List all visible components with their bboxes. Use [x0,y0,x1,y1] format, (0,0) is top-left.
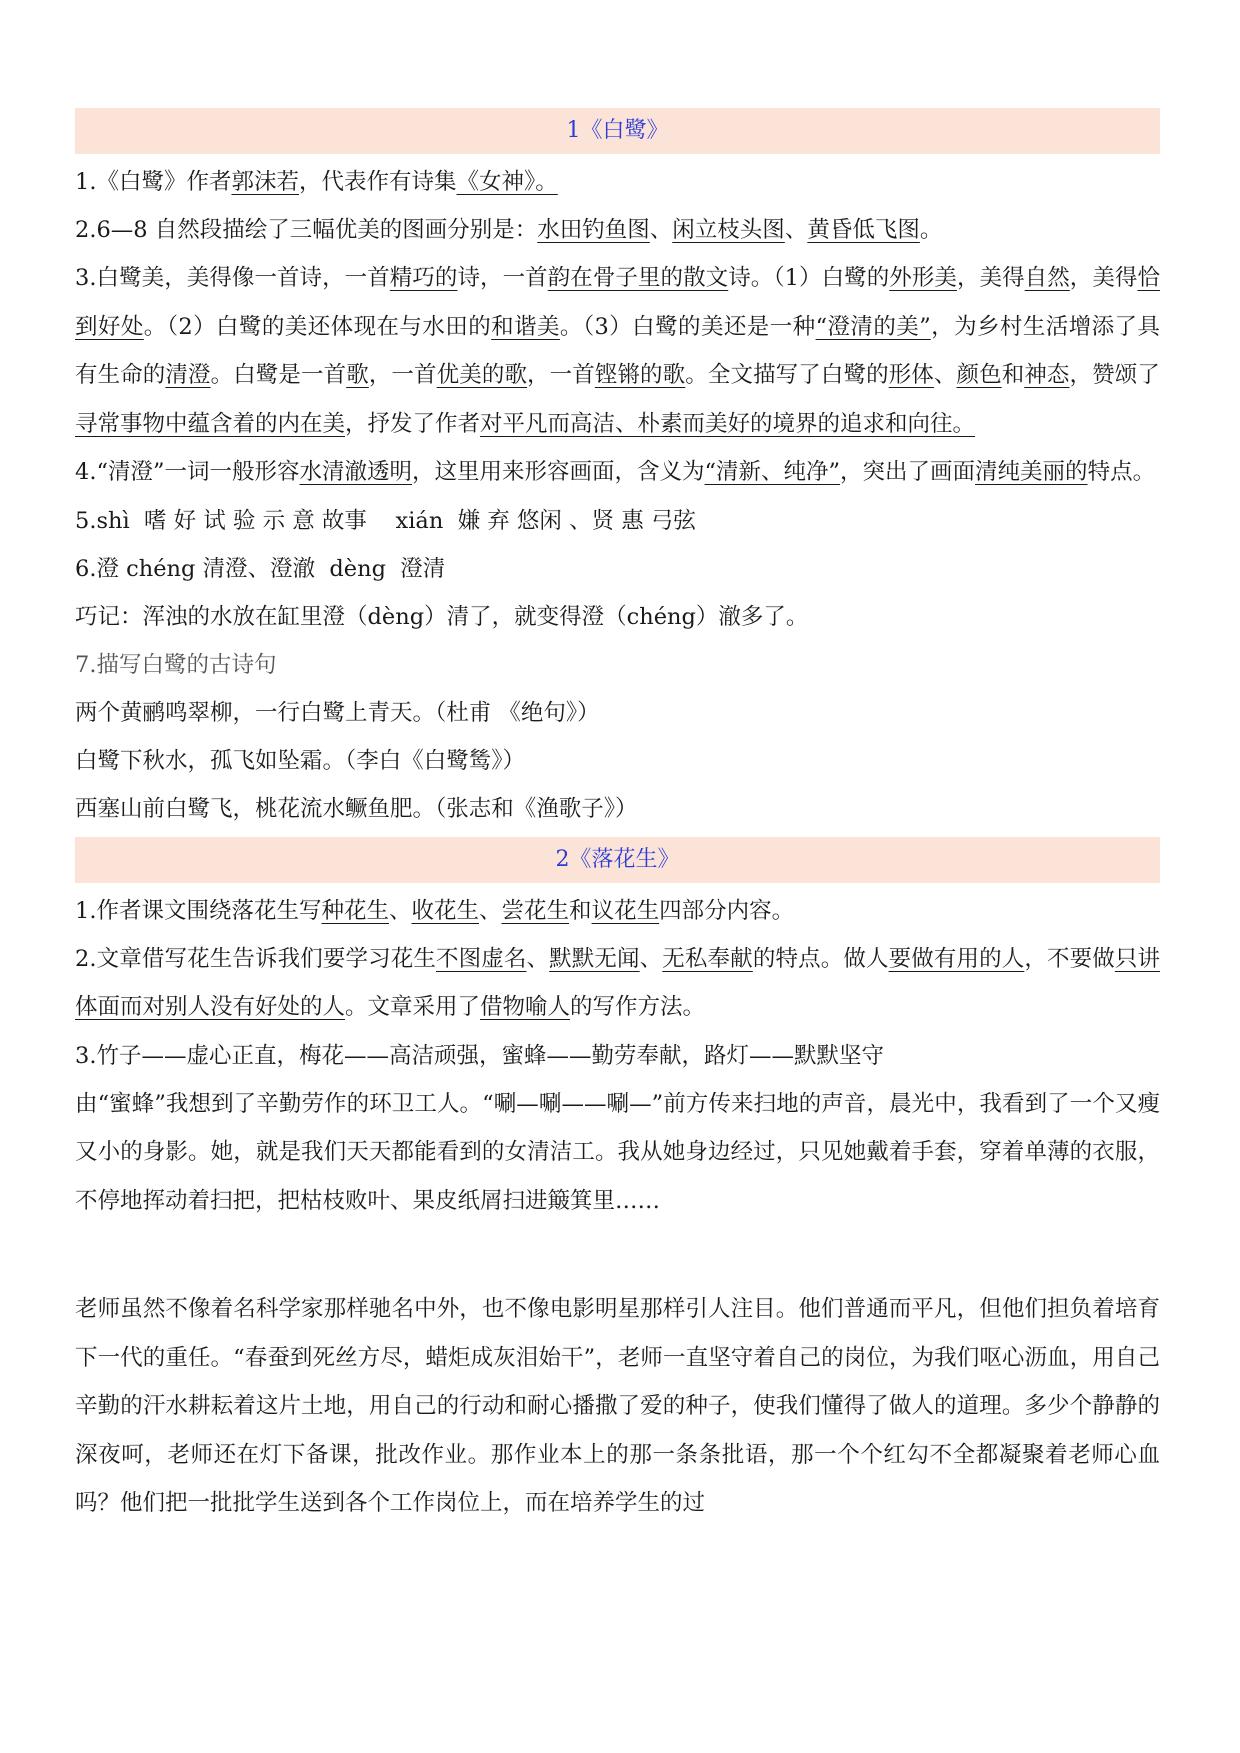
text-segment: 、 [639,945,663,972]
luohuasheng-item-3: 3.竹子——虚心正直，梅花——高洁顽强，蜜蜂——勤劳奉献，路灯——默默坚守 [75,1042,884,1069]
text-segment: ，美得 [956,265,1025,291]
bailu-item-5-pinyin: 5.shì 嗜 好 试 验 示 意 故事 xián 嫌 弃 悠闲 、贤 惠 弓弦 [75,507,696,534]
text-segment: 。白鹭是一首 [210,362,347,388]
text-segment: 。（3）白鹭的美还是一种 [559,313,816,340]
text-segment: ，不要做 [1024,945,1115,972]
text-segment: 、 [388,897,412,924]
underlined-answer: 清纯美丽的 [975,459,1088,485]
text-segment: 。文章采用了 [345,994,481,1020]
underlined-answer: 和谐美 [491,313,560,340]
underlined-answer: 精巧的 [389,265,458,291]
underlined-answer: 尝花生 [501,897,570,924]
text-segment: 诗，一首 [457,265,548,291]
section-header-bailu: 1《白鹭》 [75,108,1160,154]
underlined-answer: 借物喻人 [480,994,571,1020]
underlined-answer: 种花生 [321,897,389,924]
underlined-answer: 对平凡而高洁、朴素而美好的境界的追求和向往。 [480,410,976,437]
text-segment: 和 [1001,362,1025,388]
text-segment: 、 [479,897,502,924]
underlined-answer: 自然 [1024,265,1070,291]
underlined-answer: 不图虚名 [435,945,527,972]
poem-line-3: 西塞山前白鹭飞，桃花流水鳜鱼肥。（张志和《渔歌子》） [75,795,638,822]
underlined-answer: 铿锵的歌 [594,362,686,388]
text-segment: ，这里用来形容画面，含义为 [412,459,705,485]
text-segment: ，赞颂了 [1069,362,1160,388]
underlined-answer: 外形美 [889,265,957,291]
text-segment: ，抒发了作者 [345,410,481,437]
text-segment: 、 [526,945,550,972]
text-segment: 3.白鹭美，美得像一首诗，一首 [75,265,390,291]
text-segment: ，为乡村生活增添了具有生命的 [75,313,1160,388]
underlined-answer: 神态 [1024,362,1070,388]
bailu-item-6-pinyin: 6.澄 chéng 清澄、澄澈 dèng 澄清 [75,555,446,582]
poem-line-2: 白鹭下秋水，孤飞如坠霜。（李白《白鹭鸶》） [75,747,526,774]
poem-line-1: 两个黄鹂鸣翠柳，一行白鹭上青天。（杜甫 《绝句》） [75,699,600,726]
underlined-answer: 收花生 [411,897,480,924]
text-segment: 的特点。做人 [752,945,889,972]
document-content [75,108,1160,1528]
underlined-answer: “澄清的美” [815,313,931,340]
bailu-item-1: 1.《白鹭》作者郭沫若，代表作有诗集《女神》。 [75,169,558,195]
text-segment: ，突出了画面 [840,459,976,485]
underlined-answer: 颜色 [956,362,1002,388]
blank-spacer [75,1225,1160,1285]
section-header-luohuasheng: 2《落花生》 [75,837,1160,883]
text-segment: ，一首 [527,362,595,388]
essay-paragraph-teacher: 老师虽然不像着名科学家那样驰名中外，也不像电影明星那样引人注目。他们普通而平凡，但他们担负着培育下一代的重任。“春蚕到死丝方尽，蜡炬成灰泪始干”，老师一直坚守着自己的岗位，为我们呕心沥血，用自己辛勤的汗水耕耘着这片土地，用自己的行动和耐心播撒了爱的种子，使我们懂得了做人的道理。多少个静静的深夜呵，老师还在灯下备课，批改作业。那作业本上的那一条条批语，那一个个红勾不全都凝聚着老师心血吗？他们把一批批学生送到各个工作岗位上，而在培养学生的过 [75,1296,1160,1516]
text-segment: 4.“清澄”一词一般形容 [75,459,300,485]
text-segment: 、 [933,362,957,388]
underlined-answer: 清澄 [165,362,211,388]
essay-paragraph-sanitation-worker: 由“蜜蜂”我想到了辛勤劳作的环卫工人。“唰—唰——唰—”前方传来扫地的声音，晨光中，我看到了一个又瘦又小的身影。她，就是我们天天都能看到的女清洁工。我从她身边经过，只见她戴着手套，穿着单薄的衣服，不停地挥动着扫把，把枯枝败叶、果皮纸屑扫进簸箕里…… [75,1090,1160,1214]
bailu-item-2: 2.6—8 自然段描绘了三幅优美的图画分别是：水田钓鱼图、闲立枝头图、黄昏低飞图。 [75,217,943,243]
text-segment: 。全文描写了白鹭的 [685,362,889,388]
underlined-answer: 恰到好处 [75,265,1160,340]
text-segment: ，一首 [368,362,437,388]
underlined-answer: 议花生 [591,897,660,924]
underlined-answer: 韵在骨子里的散文 [547,265,729,291]
luohuasheng-item-1 [75,887,1160,935]
underlined-answer: 歌 [346,362,369,388]
text-segment: ，美得 [1069,265,1138,291]
bailu-mnemonic: 巧记：浑浊的水放在缸里澄（dèng）清了，就变得澄（chéng）澈多了。 [75,603,809,630]
underlined-answer: 形体 [888,362,934,388]
underlined-answer: 无私奉献 [662,945,753,972]
underlined-answer: “清新、纯净” [704,459,841,485]
bailu-item-4 [75,448,1160,497]
text-segment: 四部分内容。 [659,897,795,924]
underlined-answer: 要做有用的人 [888,945,1025,972]
underlined-answer: 默默无闻 [549,945,640,972]
bailu-item-7-title: 7.描写白鹭的古诗句 [75,651,277,678]
text-segment: 1.作者课文围绕落花生写 [75,897,322,924]
luohuasheng-item-2 [75,935,1160,1032]
text-segment: 2.文章借写花生告诉我们要学习花生 [75,945,436,972]
text-segment: 特点。 [1087,459,1156,485]
underlined-answer: 只讲体面而对别人没有好处的人 [75,945,1160,1020]
text-segment: 诗。（1）白鹭的 [728,265,890,291]
underlined-answer: 优美的歌 [436,362,528,388]
text-segment: 。（2）白鹭的美还体现在与水田的 [143,313,492,340]
underlined-answer: 水清澈透明 [299,459,412,485]
text-segment: 和 [569,897,592,924]
underlined-answer: 寻常事物中蕴含着的内在美 [75,410,346,437]
bailu-item-3 [75,254,1160,448]
text-segment: 的写作方法。 [570,994,706,1020]
